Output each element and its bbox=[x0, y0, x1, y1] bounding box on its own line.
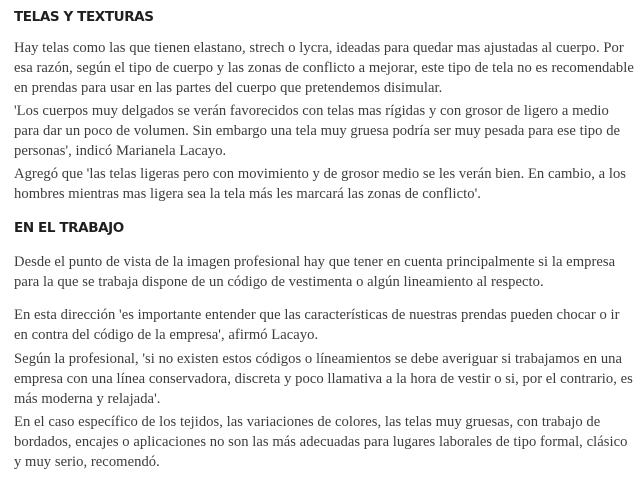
paragraph: 'Los cuerpos muy delgados se verán favorecidos con telas mas rígidas y con grosor de ligero a medio para dar un poco de volumen. Sin embargo una tela muy gruesa podría ser muy pesada para ese tipo de personas', indicó Marianela Lacayo. bbox=[14, 103, 621, 159]
section-heading: EN EL TRABAJO bbox=[14, 220, 124, 236]
paragraph: Agregó que 'las telas ligeras pero con movimiento y de grosor medio se les verán bien. En cambio, a los hombres mientras mas ligera sea la tela más les marcará las zonas de conflicto'. bbox=[14, 166, 627, 202]
section-heading: TELAS Y TEXTURAS bbox=[14, 9, 154, 25]
paragraph: Desde el punto de vista de la imagen profesional hay que tener en cuenta principalmente si la empresa para la que se trabaja dispone de un código de vestimenta o algún lineamiento al respecto. bbox=[14, 254, 616, 290]
paragraph: Hay telas como las que tienen elastano, strech o lycra, ideadas para quedar mas ajustadas al cuerpo. Por esa razón, según el tipo de cuerpo y las zonas de conflicto a mejorar, este tipo de tela no es recomendable en prendas para usar en las partes del cuerpo que pretendemos disimular. bbox=[14, 40, 634, 96]
paragraph: En el caso específico de los tejidos, las variaciones de colores, las telas muy gruesas, con trabajo de bordados, encajes o aplicaciones no son las más adecuadas para lugares laborales de tipo formal, clásico y muy serio, recomendó. bbox=[14, 414, 628, 470]
paragraph: En esta dirección 'es importante entender que las características de nuestras prendas pueden chocar o ir en contra del código de la empresa', afirmó Lacayo. bbox=[14, 307, 620, 343]
paragraph: Según la profesional, 'si no existen estos códigos o líneamientos se debe averiguar si trabajamos en una empresa con una línea conservadora, discreta y poco llamativa a la hora de vestir o si, por el contrario, es más moderna y relajada'. bbox=[14, 351, 633, 407]
